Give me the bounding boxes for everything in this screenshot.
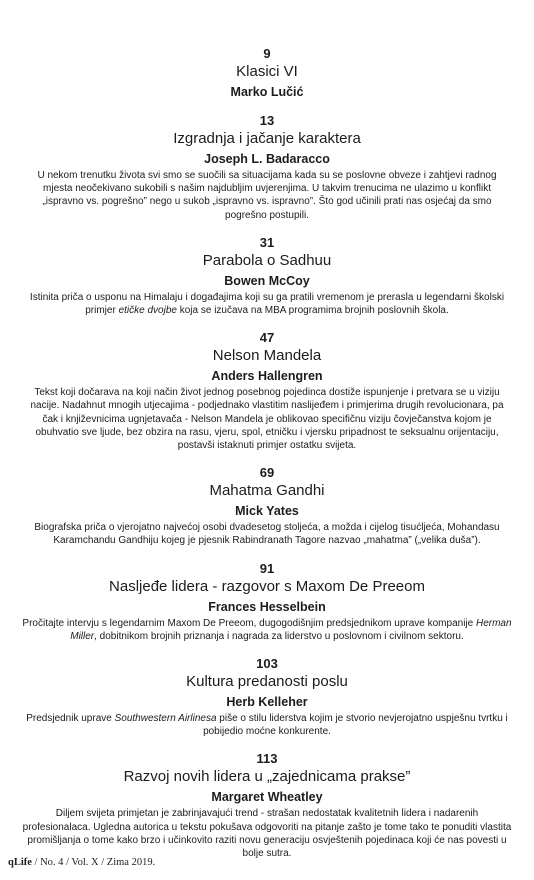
description-text: Istinita priča o usponu na Himalaju i događajima koji su ga pratili vremenom je prerasla u legendarni školski primjer	[29, 291, 505, 317]
entry-page-number: 13	[259, 113, 275, 128]
entry-title: Nelson Mandela	[212, 347, 322, 365]
footer-brand: qLife	[8, 857, 32, 868]
description-emphasis: etičke dvojbe	[118, 305, 177, 317]
entry-title: Izgradnja i jačanje karaktera	[173, 130, 361, 147]
toc-entry	[18, 235, 516, 317]
description-text: piše o stilu liderstva kojim je stvorio nevjerojatno uspješnu tvrtku i pobijedio moćne konkurente.	[203, 713, 508, 738]
table-of-contents	[18, 46, 516, 860]
entry-author: Mick Yates	[235, 504, 299, 519]
description-text: , dobitnikom brojnih priznanja i nagrada za liderstvo u poslovnom i civilnom sektoru.	[94, 630, 464, 642]
footer	[8, 857, 155, 868]
description-emphasis: Southwestern Airlinesa	[114, 713, 217, 725]
entry-description	[18, 386, 516, 452]
description-text: Predsjednik uprave	[26, 713, 115, 725]
entry-author: Joseph L. Badaracco	[204, 152, 330, 166]
toc-entry	[18, 330, 516, 452]
toc-entry	[18, 656, 516, 738]
entry-description	[18, 291, 516, 317]
entry-description	[18, 617, 516, 643]
description-text: Tekst koji dočarava na koji način život jednog posebnog pojedinca dostiže ispunjenje i pretvara se u viziju nacije. Nadahnut mnogih utjecajima - podjednako vlastitim naslijeđem i primjerima drugih revolucionara, pa čak i književnicima ugnjetavača - Nelson Mandela je oblikovao specifičnu viziju čovječanstva kojom je obuhvatio sve ljude, bez obzira na rasu, vjeru, spol, etničku i vjersku pripadnost te seksualnu orijentaciju, postavši istaknuti primjer ostatku svijeta.	[30, 387, 504, 452]
entry-description	[18, 169, 516, 222]
toc-entry	[18, 751, 516, 860]
toc-entry	[18, 46, 516, 100]
entry-author: Bowen McCoy	[224, 273, 310, 288]
entry-author: Anders Hallengren	[211, 369, 323, 384]
footer-issue: / No. 4 / Vol. X / Zima 2019.	[31, 857, 156, 868]
entry-author: Margaret Wheatley	[211, 790, 323, 805]
description-emphasis: Herman Miller	[70, 617, 512, 642]
entry-page-number: 91	[259, 560, 275, 576]
entry-page-number: 69	[259, 465, 275, 481]
entry-title: Mahatma Gandhi	[209, 482, 325, 500]
entry-page-number: 9	[263, 46, 271, 61]
description-text: U nekom trenutku života svi smo se suočili sa situacijama kada su se poslovne obveze i zahtjevi radnog mjesta neočekivano sukobili s našim najdubljim uvjerenjima. U takvim trenucima ne ulazimo u konflikt „ispravno vs. pogrešno” nego u sukob „ispravno vs. ispravno”. Što god učinili prati nas osjećaj da smo pogrešno postupili.	[37, 170, 497, 221]
description-text: koja se izučava na MBA programima brojnih poslovnih škola.	[176, 305, 449, 317]
entry-author: Herb Kelleher	[226, 695, 308, 710]
entry-page-number: 31	[259, 234, 275, 250]
description-text: Pročitajte intervju s legendarnim Maxom De Preeom, dugogodišnjim predsjednikom uprave kompanije	[22, 617, 476, 629]
entry-page-number: 113	[256, 751, 278, 767]
description-text: Biografska priča o vjerojatno najvećoj osobi dvadesetog stoljeća, a možda i cijelog tisućljeća, Mohandasu Karamchandu Gandhiju kojeg je pjesnik Rabindranath Tagore nazvao „mahatma” („velika duša”).	[34, 522, 500, 547]
entry-title: Razvoj novih lidera u „zajednicama prakse”	[123, 768, 411, 786]
entry-description	[18, 807, 516, 860]
toc-entry	[18, 465, 516, 547]
entry-title: Parabola o Sadhuu	[202, 251, 332, 269]
entry-description	[18, 521, 516, 547]
entry-title: Kultura predanosti poslu	[186, 673, 348, 691]
entry-title: Klasici VI	[236, 63, 298, 80]
entry-page-number: 47	[259, 330, 275, 346]
entry-author: Marko Lučić	[230, 85, 304, 99]
toc-entry	[18, 113, 516, 222]
toc-entry	[18, 561, 516, 643]
entry-author: Frances Hesselbein	[208, 599, 326, 614]
entry-description	[18, 712, 516, 738]
description-text: Diljem svijeta primjetan je zabrinjavajući trend - strašan nedostatak kvalitetnih lidera i nadarenih profesionalaca. Ugledna autorica u tekstu pokušava odgovoriti na pitanje zašto je tome tako te ponuditi vlastita promišljanja o tome kako brzo i učinkovito raziti novu generaciju osvještenih pojedinaca koji će nas povesti u bolje sutra.	[22, 808, 512, 860]
entry-page-number: 103	[256, 656, 278, 672]
entry-title: Nasljeđe lidera - razgovor s Maxom De Preeom	[109, 577, 425, 595]
